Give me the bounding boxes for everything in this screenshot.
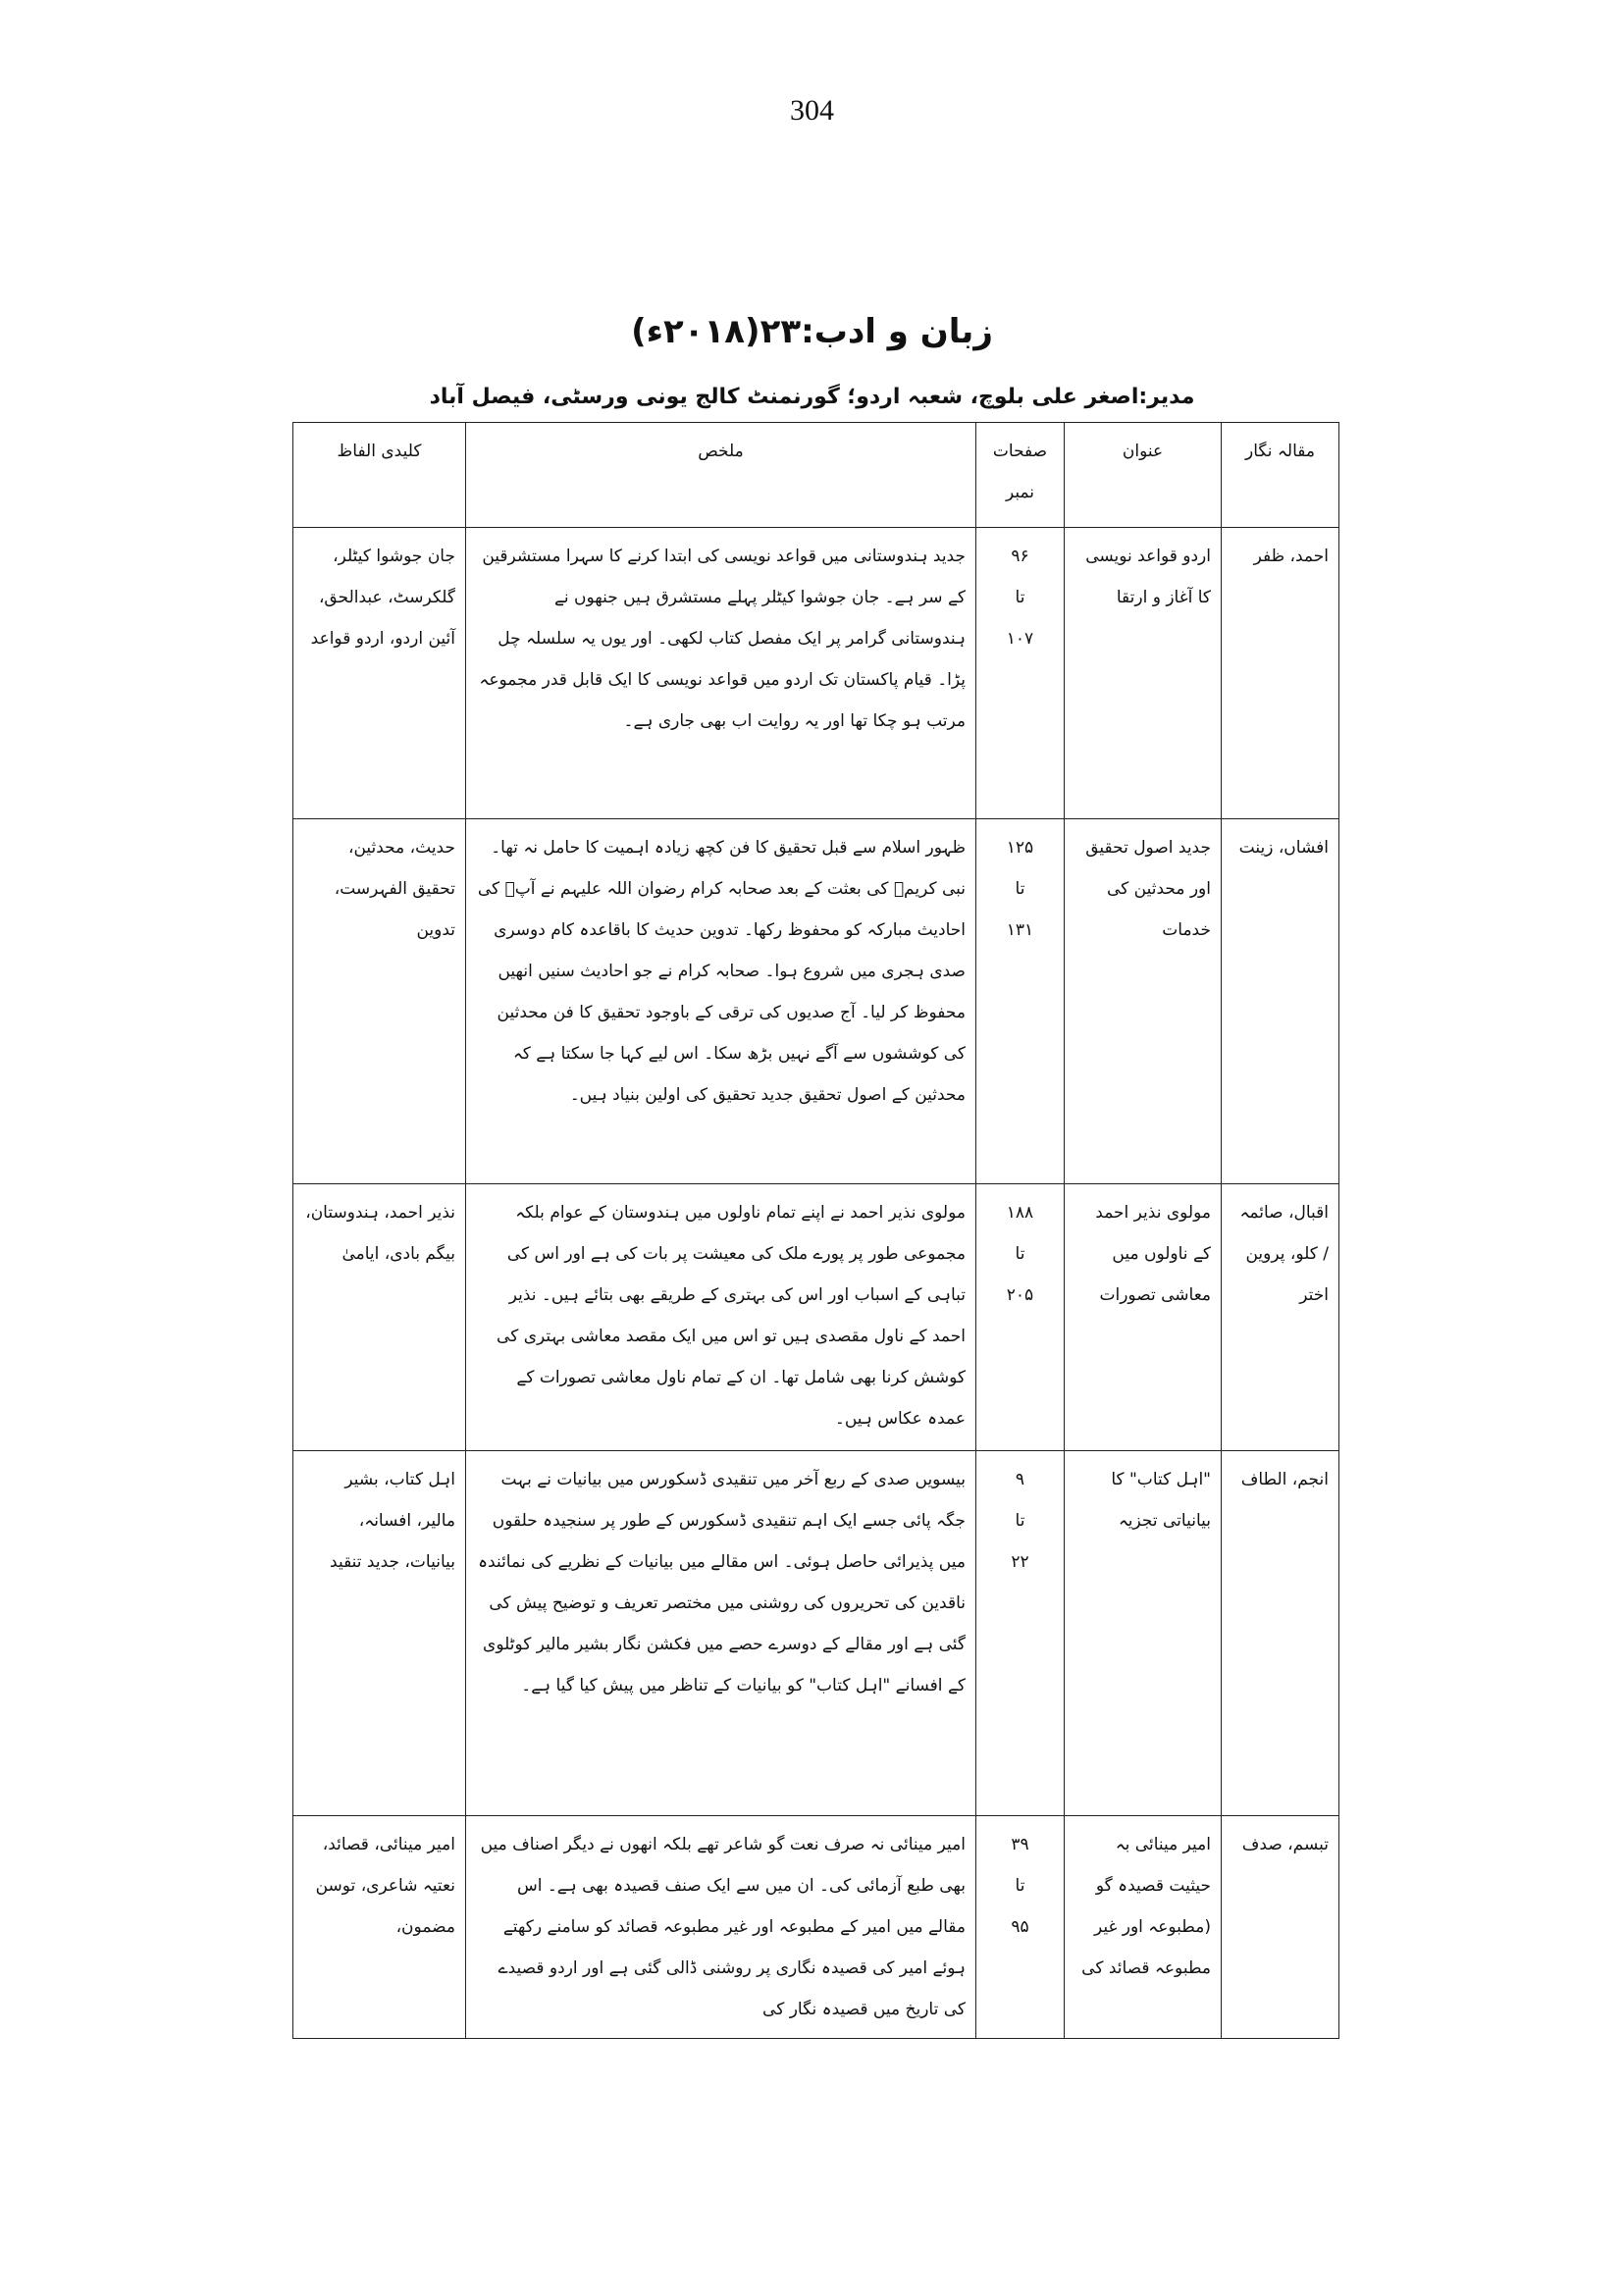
page-to: ۱۰۷ [1006,629,1034,649]
articles-table [292,422,1339,2039]
page-to-word: تا [1015,1511,1025,1531]
page-from: ۳۹ [1011,1835,1029,1854]
cell-title: جدید اصول تحقیق اور محدثین کی خدمات [1065,819,1222,1184]
cell-pages [976,528,1065,819]
page-to-word: تا [1015,879,1025,899]
cell-keywords: جان جوشوا کیٹلر، گلکرسٹ، عبدالحق، آئین اردو، اردو قواعد [293,528,466,819]
page-to: ۹۵ [1011,1917,1029,1937]
page-from: ۹ [1015,1470,1025,1489]
header-row [293,423,1339,528]
cell-pages [976,1451,1065,1816]
cell-summary: بیسویں صدی کے ربع آخر میں تنقیدی ڈسکورس میں بیانیات نے بہت جگہ پائی جسے ایک اہم تنقیدی ڈسکورس کے طور پر سنجیدہ حلقوں میں پذیرائی حاصل ہوئی۔ اس مقالے میں بیانیات کے نظریے کی نمائندہ ناقدین کی تحریروں کی روشنی میں مختصر تعریف و توضیح پیش کی گئی ہے اور مقالے کے دوسرے حصے میں فکشن نگار بشیر مالیر کوٹلوی کے افسانے "اہل کتاب" کو بیانیات کے تناظر میں پیش کیا گیا ہے۔ [466,1451,976,1816]
header-title: عنوان [1065,423,1222,528]
cell-pages [976,1816,1065,2039]
page-to: ۲۲ [1011,1552,1029,1572]
cell-title: اردو قواعد نویسی کا آغاز و ارتقا [1065,528,1222,819]
cell-writer: اقبال، صائمہ / کلو، پروین اختر [1222,1184,1339,1451]
table-row [293,528,1339,819]
header-keywords: کلیدی الفاظ [293,423,466,528]
page-from: ۱۸۸ [1006,1203,1034,1223]
editor-line: مدیر:اصغر علی بلوچ، شعبہ اردو؛ گورنمنٹ کالج یونی ورسٹی، فیصل آباد [429,385,1195,409]
cell-summary: مولوی نذیر احمد نے اپنے تمام ناولوں میں ہندوستان کے عوام بلکہ مجموعی طور پر پورے ملک کی معیشت پر بات کی ہے اور اس کی تباہی کے اسباب اور اس کی بہتری کے طریقے بھی بتائے ہیں۔ نذیر احمد کے ناول مقصدی ہیں تو اس میں ایک مقصد معاشی بہتری کی کوشش کرنا بھی شامل تھا۔ ان کے تمام ناول معاشی تصورات کے عمدہ عکاس ہیں۔ [466,1184,976,1451]
journal-title: زبان و ادب:۲۳(۲۰۱۸ء) [631,312,993,351]
page-to-word: تا [1015,588,1025,607]
cell-writer: احمد، ظفر [1222,528,1339,819]
cell-summary: ظہور اسلام سے قبل تحقیق کا فن کچھ زیادہ اہمیت کا حامل نہ تھا۔ نبی کریمؐ کی بعثت کے بعد صحابہ کرام رضوان اللہ علیہم نے آپؐ کی احادیث مبارکہ کو محفوظ رکھا۔ تدوین حدیث کا باقاعدہ کام دوسری صدی ہجری میں شروع ہوا۔ صحابہ کرام نے جو احادیث سنیں انھیں محفوظ کر لیا۔ آج صدیوں کی ترقی کے باوجود تحقیق کا فن محدثین کی کوششوں سے آگے نہیں بڑھ سکا۔ اس لیے کہا جا سکتا ہے کہ محدثین کے اصول تحقیق جدید تحقیق کی اولین بنیاد ہیں۔ [466,819,976,1184]
cell-keywords: حدیث، محدثین، تحقیق الفہرست، تدوین [293,819,466,1184]
page-to-word: تا [1015,1876,1025,1896]
cell-keywords: نذیر احمد، ہندوستان، بیگم بادی، ایامیٰ [293,1184,466,1451]
cell-title: امیر مینائی بہ حیثیت قصیدہ گو (مطبوعہ اور غیر مطبوعہ قصائد کی [1065,1816,1222,2039]
cell-title: مولوی نذیر احمد کے ناولوں میں معاشی تصورات [1065,1184,1222,1451]
cell-keywords: اہل کتاب، بشیر مالیر، افسانہ، بیانیات، جدید تنقید [293,1451,466,1816]
cell-summary: جدید ہندوستانی میں قواعد نویسی کی ابتدا کرنے کا سہرا مستشرقین کے سر ہے۔ جان جوشوا کیٹلر پہلے مستشرق ہیں جنھوں نے ہندوستانی گرامر پر ایک مفصل کتاب لکھی۔ اور یوں یہ سلسلہ چل پڑا۔ قیام پاکستان تک اردو میں قواعد نویسی کا ایک قابل قدر مجموعہ مرتب ہو چکا تھا اور یہ روایت اب بھی جاری ہے۔ [466,528,976,819]
table-row [293,819,1339,1184]
header-writer: مقالہ نگار [1222,423,1339,528]
cell-writer: انجم، الطاف [1222,1451,1339,1816]
table-row [293,1816,1339,2039]
page-to-word: تا [1015,1244,1025,1264]
header-pages: صفحات نمبر [976,423,1065,528]
page-from: ۹۶ [1011,547,1029,566]
cell-pages [976,1184,1065,1451]
page-number: 304 [790,94,834,127]
table-row [293,1184,1339,1451]
cell-pages [976,819,1065,1184]
cell-writer: تبسم، صدف [1222,1816,1339,2039]
table-row [293,1451,1339,1816]
cell-summary: امیر مینائی نہ صرف نعت گو شاعر تھے بلکہ انھوں نے دیگر اصناف میں بھی طبع آزمائی کی۔ ان میں سے ایک صنف قصیدہ بھی ہے۔ اس مقالے میں امیر کے مطبوعہ اور غیر مطبوعہ قصائد کو سامنے رکھتے ہوئے امیر کی قصیدہ نگاری پر روشنی ڈالی گئی ہے اور اردو قصیدے کی تاریخ میں قصیدہ نگار کی [466,1816,976,2039]
page-from: ۱۲۵ [1006,838,1034,858]
cell-keywords: امیر مینائی، قصائد، نعتیہ شاعری، توسن مضمون، [293,1816,466,2039]
cell-writer: افشاں، زینت [1222,819,1339,1184]
page-to: ۱۳۱ [1006,920,1034,940]
header-summary: ملخص [466,423,976,528]
cell-title: "اہل کتاب" کا بیانیاتی تجزیہ [1065,1451,1222,1816]
page-to: ۲۰۵ [1006,1285,1034,1305]
